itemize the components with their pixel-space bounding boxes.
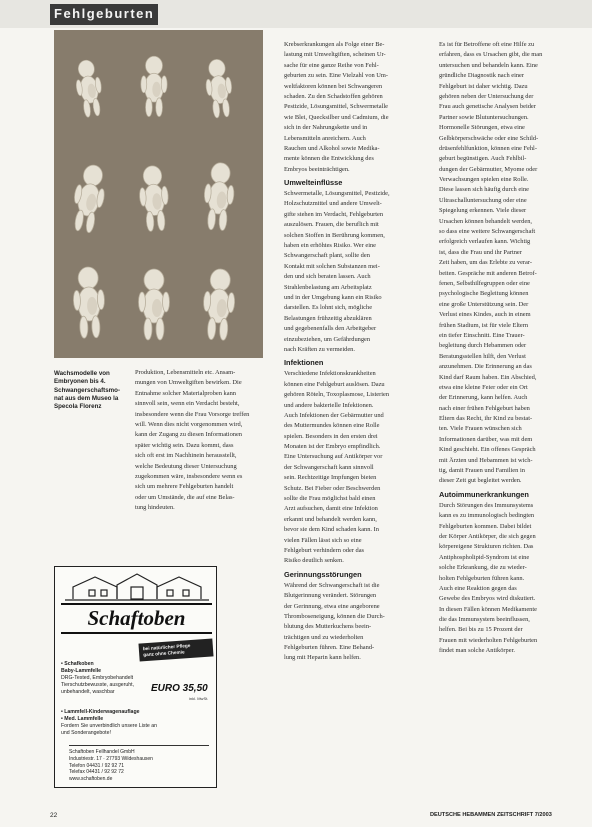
section-heading: Gerinnungsstörungen [284, 569, 362, 579]
body-text-line: dungen der Gebärmutter, Myome oder [439, 165, 538, 173]
body-text-line: Informationen darüber, was mit dem [439, 435, 533, 443]
body-text-line: blutung des Mutterkuchens beein- [284, 623, 372, 631]
body-text-line: Hormonelle Störungen, etwa eine [439, 124, 525, 132]
body-text-line: darstellen. Es lohnt sich, mögliche [284, 304, 373, 312]
ad-list-item: Fordern Sie unverbindlich unsere Liste an [61, 723, 158, 729]
body-text-line: fenen, Selbsthilfegruppen oder eine [439, 279, 530, 287]
body-text-line: gründliche Diagnostik nach einer [439, 72, 525, 80]
body-text-line: kann es zu immunologisch bedingten [439, 512, 535, 520]
ad-list-item: Tierschutzbewusste, ausgeruht, [61, 682, 135, 688]
body-text-line: Beratungsstellen hilft, den Verlust [439, 352, 526, 360]
body-text-line: spielen. Besonders in den ersten drei [284, 432, 378, 440]
caption-line: nat aus dem Museo la [54, 394, 119, 402]
body-text-line: Ultraschalluntersuchung oder eine [439, 196, 527, 204]
ad-list-item: DRG-Tested, Embryobehandelt [61, 675, 134, 681]
body-text-line: schaden. Zu den Schadstoffen gehören [284, 92, 383, 100]
embryo-models-illustration [54, 30, 263, 358]
body-text-line: trächtigen und zu wiederholten [284, 633, 364, 641]
body-text-line: kann der Zugang zu diesen Informationen [135, 431, 243, 439]
body-text-line: Antiphospholipid-Syndrom ist eine [439, 553, 530, 561]
article-column-3 [439, 40, 579, 657]
body-text-line: Pestizide, Lösungsmittel, Schwermetalle [284, 103, 389, 111]
ad-list-item: und Sonderangebote! [61, 730, 111, 736]
body-text-line: Rauchen und Alkohol sowie Medika- [284, 144, 380, 152]
body-text-line: Arzt aufsuchen, damit eine Infektion [284, 505, 378, 513]
schaftoben-advertisement[interactable] [54, 566, 217, 788]
body-text-line: sollte die Frau möglichst bald einen [284, 495, 376, 503]
body-text-line: erfahren, dass es Ursachen gibt, die man [439, 51, 543, 59]
body-text-line: der Schwangerschaft kann sinnvoll [284, 463, 374, 471]
body-text-line: Verwachsungen spielen eine Rolle. [439, 176, 529, 184]
badge-line: ganz ohne Chemie [143, 649, 185, 658]
body-text-line: Gewebe des Embryos wird diskutiert. [439, 595, 536, 603]
body-text-line: der Gerinnung, etwa eine angeborene [284, 602, 380, 610]
body-text-line: Strahlenbelastung am Arbeitsplatz [284, 283, 372, 291]
body-text-line: nach Kräften zu vermeiden. [284, 345, 355, 353]
body-text-line: psychologische Begleitung können [439, 290, 529, 298]
body-text-line: können eine Fehlgeburt auslösen. Dazu [284, 380, 385, 388]
body-text-line: Ursachen können behandelt werden, [439, 217, 532, 225]
body-text-line: Es ist für Betroffene oft eine Hilfe zu [439, 41, 535, 48]
body-text-line: nach einer frühen Fehlgeburt haben [439, 404, 530, 412]
body-text-line: ten. Viele Frauen wünschen sich [439, 425, 522, 433]
body-text-line: Auch eine Reaktion gegen das [439, 584, 517, 592]
body-text-line: Eine Untersuchung auf Antikörper vor [284, 453, 383, 461]
address-line: Telefax 04431 / 92 92 72 [69, 769, 124, 776]
body-text-line: und in der Umgebung kann ein Risiko [284, 293, 382, 301]
body-text-line: insbesondere wenn die Frau Vorsorge treffen [135, 410, 250, 418]
body-text-line: Monaten ist der Embryo empfindlich. [284, 443, 381, 451]
body-text-line: erkannt und behandelt werden kann, [284, 515, 377, 523]
body-text-line: Frau auch genetische Analysen beider [439, 103, 536, 111]
body-text-line: Risiko deutlich senken. [284, 557, 344, 565]
body-text-line: Frauen mit wiederholten Fehlgeburten [439, 636, 538, 644]
ad-list-item: Baby-Lammfelle [61, 668, 102, 674]
body-text-line: des Muttermundes können eine Rolle [284, 422, 380, 430]
body-text-line: mente können die Entwicklung des [284, 155, 374, 163]
body-text-line: Holzschutzmittel und andere Umwelt- [284, 200, 382, 208]
photo-caption [54, 370, 134, 411]
body-text-line: weltfaktoren können bei Schwangeren [284, 82, 383, 90]
body-text-line: untersuchen und behandeln kann. Eine [439, 61, 538, 69]
body-text-line: geburt begünstigen. Auch Fehlbil- [439, 155, 527, 163]
body-text-line: Fehlgeburten führen. Eine Behand- [284, 644, 375, 652]
natural-care-badge [138, 638, 213, 661]
body-text-line: lung mit Heparin kann helfen. [284, 654, 361, 662]
body-text-line: auszulösen. Frauen, die beruflich mit [284, 221, 379, 229]
body-text-line: tig, damit Frauen und Familien in [439, 467, 525, 475]
body-text-line: Embryos beeinträchtigen. [284, 165, 350, 173]
body-text-line: solche Erkrankung, die zu wieder- [439, 564, 527, 572]
body-text-line: Verschiedene Infektionskrankheiten [284, 370, 376, 378]
body-text-line: so dass eine weitere Schwangerschaft [439, 228, 536, 236]
body-text-line: Kind geschieht. Ein offenes Gespräch [439, 446, 536, 454]
page-title: Fehlgeburten [54, 6, 155, 21]
caption-line: Wachsmodelle von [54, 370, 110, 377]
body-text-line: etwa eine kleine Feier oder ein Ort [439, 383, 528, 391]
body-text-line: Gelbkörperschwäche oder eine Schild- [439, 134, 539, 142]
body-text-line: dieser Zeit gut begleitet werden. [439, 477, 522, 485]
body-text-line: eine große Unterstützung sein. Der [439, 300, 529, 308]
caption-line: Schwangerschaftsmo- [54, 386, 121, 394]
body-text-line: drüsenfehlfunktion, können eine Fehl- [439, 144, 537, 152]
embryo-models-photo [54, 30, 263, 358]
page-number: 22 [50, 812, 58, 819]
body-text-line: Fehlgeburten kommen. Dabei bildet [439, 522, 532, 530]
body-text-line: findet man solche Antikörper. [439, 647, 515, 655]
body-text-line: Lebensmitteln anreichern. Auch [284, 134, 366, 142]
body-text-line: Fehlgeburt ist daher wichtig. Dazu [439, 82, 528, 90]
body-text-line: gifte stehen im Verdacht, Fehlgeburten [284, 210, 384, 218]
body-text-line: Diese lassen sich häufig durch eine [439, 186, 529, 194]
body-text-line: wie Blei, Quecksilber und Cadmium, die [284, 113, 389, 121]
body-text-line: und andere bakterielle Infektionen. [284, 401, 374, 409]
body-text-line: gehören Röteln, Toxoplasmose, Listerien [284, 391, 390, 399]
body-text-line: gehören neben der Untersuchung der [439, 92, 534, 100]
body-text-line: Thromboseneigung, können die Durch- [284, 612, 385, 620]
body-text-line: Kind darf Raum haben. Ein Abschied, [439, 373, 537, 381]
body-text-line: Kontakt mit solchen Substanzen mei- [284, 262, 380, 270]
body-text-line: will. Wenn dies nicht vorgenommen wird, [135, 420, 243, 428]
body-text-line: Fehlgeburt verhindern oder das [284, 546, 365, 554]
body-text-line: Während der Schwangerschaft ist die [284, 581, 380, 589]
address-line: Schaftoben Fellhandel GmbH [69, 749, 135, 755]
caption-line: Embryonen bis 4. [54, 378, 106, 386]
price-note: inkl. MwSt. [189, 696, 209, 701]
body-text-line: zugekommen wäre, insbesondere wenn es [135, 472, 243, 480]
body-text-line: bevor sie dem Kind schaden kann. In [284, 526, 379, 534]
body-text-line: sache für eine ganze Reihe von Fehl- [284, 61, 379, 69]
body-text-line: beiten. Gespräche mit anderen Betrof- [439, 269, 537, 277]
product-list-2 [61, 709, 211, 737]
body-text-line: mit Ärzten und Hebammen ist wich- [439, 456, 533, 464]
caption-line: Specola Florenz [54, 403, 102, 411]
body-text-line: begleitung durch Hebammen oder [439, 342, 527, 350]
body-text-line: sinnvoll sein, wenn ein Verdacht besteht, [135, 400, 240, 408]
body-text-line: sich um mehrere Fehlgeburten handelt [135, 483, 234, 491]
ad-list-item: • Schafkoben [61, 661, 94, 667]
body-text-line: und gegebenenfalls den Arbeitgeber [284, 325, 377, 333]
magazine-footer: DEUTSCHE HEBAMMEN ZEITSCHRIFT 7/2003 [430, 812, 552, 818]
body-text-line: den und sich beraten lassen. Auch [284, 273, 371, 281]
section-heading: Infektionen [284, 358, 324, 368]
section-heading: Umwelteinflüsse [284, 178, 343, 188]
address-line: www.schaftoben.de [69, 776, 113, 783]
body-text-line: solchen Stoffen in Berührung kommen, [284, 231, 385, 239]
body-text-line: sein. Rechtzeitige Impfungen bieten [284, 474, 377, 482]
body-text-line: Belastungen frühzeitig abzuklären [284, 314, 372, 322]
address-line: Industriestr. 17 · 27793 Wildeshausen [69, 755, 153, 762]
body-text-line: die das Immunsystem beeinflussen, [439, 616, 530, 624]
body-text-line: Krebserkrankungen als Folge einer Be- [284, 41, 385, 48]
body-text-line: Verlust eines Kindes, auch in einem [439, 311, 531, 319]
body-text-line: Zeit haben, um das Erlebte zu verar- [439, 259, 533, 267]
body-text-line: später wichtig sein. Dazu kommt, dass [135, 441, 234, 449]
body-text-line: Blutgerinnung verändert. Störungen [284, 592, 377, 600]
body-text-line: haben ein erhöhtes Risiko. Wer eine [284, 242, 377, 250]
body-text-line: Durch Störungen des Immunsystems [439, 501, 534, 509]
address-line: Telefon 04431 / 92 92 71 [69, 762, 125, 769]
body-text-line: der Erinnerung, kann helfen. Auch [439, 394, 528, 402]
body-text-line: ein tiefer Einschnitt. Eine Trauer- [439, 331, 525, 339]
body-text-line: frühen Stadium, ist für viele Eltern [439, 321, 529, 329]
body-text-line: lastung mit Umweltgiften, scheinen Ur- [284, 51, 386, 59]
body-text-line: Auch Infektionen der Gebärmutter und [284, 411, 384, 419]
ad-list-item: • Lammfell-Kinderwagenauflage [61, 709, 140, 715]
body-text-line: welche Bedeutung dieser Untersuchung [135, 462, 237, 470]
body-text-line: erfolgreich verlaufen kann. Wichtig [439, 238, 531, 246]
article-column-1 [135, 368, 263, 513]
body-text-line: sich oft erst im Nachhinein herausstellt, [135, 452, 237, 460]
body-text-line: Partner sowie Blutuntersuchungen. [439, 113, 529, 121]
body-text-line: Produktion, Lebensmitteln etc. Ansam- [135, 369, 236, 376]
body-text-line: mungen von Umweltgiften bewirken. Die [135, 379, 242, 387]
price-label: EURO 35,50 [151, 683, 208, 694]
schaftoben-logo: Schaftoben [61, 603, 212, 634]
body-text-line: geburten zu sein. Eine Vielzahl von Um- [284, 72, 389, 80]
body-text-line: Spiegelung erkennen. Viele dieser [439, 207, 527, 215]
ad-list-item: • Med. Lammfelle [61, 716, 104, 722]
section-heading: Autoimmunerkrankungen [439, 489, 529, 499]
body-text-line: tung hindeuten. [135, 504, 175, 512]
body-text-line: sich in der Nahrungskette und in [284, 124, 368, 132]
article-column-2 [284, 40, 422, 664]
body-text-line: Schwangerschaft plant, sollte den [284, 252, 370, 260]
body-text-line: In diesen Fällen können Medikamente [439, 605, 537, 613]
body-text-line: der Körper Antikörper, die sich gegen [439, 532, 536, 540]
body-text-line: Schwermetalle, Lösungsmittel, Pestizide, [284, 190, 390, 198]
body-text-line: Eltern das Recht, ihr Kind zu bestat- [439, 415, 533, 423]
body-text-line: vielen Fällen lässt sich so eine [284, 536, 362, 544]
body-text-line: Schutz. Bei Fieber oder Beschwerden [284, 484, 381, 492]
body-text-line: anzunehmen. Die Erinnerung an das [439, 363, 532, 371]
badge-line: bei natürlicher Pflege [142, 642, 191, 652]
body-text-line: Entnahme solcher Materialproben kann [135, 389, 236, 397]
farmhouse-logo-icon [55, 569, 217, 605]
body-text-line: oder um Umstände, die auf eine Belas- [135, 493, 235, 501]
body-text-line: helfen. Bei bis zu 15 Prozent der [439, 626, 523, 634]
body-text-line: ist, dass die Frau und ihr Partner [439, 248, 522, 256]
body-text-line: holten Fehlgeburten führen kann. [439, 574, 525, 582]
ad-list-item: unbehandelt, waschbar [61, 689, 115, 695]
body-text-line: einzubeziehen, um Gefährdungen [284, 335, 371, 343]
company-address [69, 745, 209, 783]
body-text-line: körpereigene Strukturen richten. Das [439, 543, 534, 551]
